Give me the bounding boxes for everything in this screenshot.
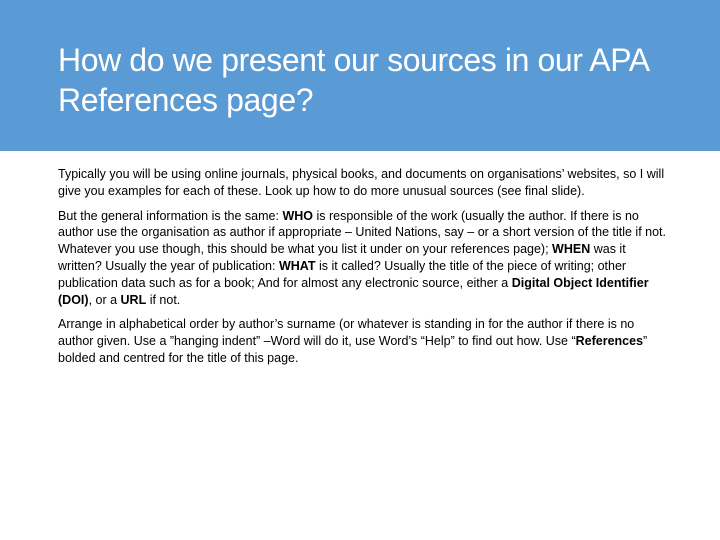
title-band xyxy=(0,0,720,151)
paragraph-arrangement xyxy=(58,316,670,366)
slide-title: How do we present our sources in our APA References page? xyxy=(58,42,648,118)
text-segment: But the general information is the same: xyxy=(58,208,283,223)
text-segment: , or a xyxy=(88,292,121,307)
text-segment: is it called? Usually the title of the piece of writing; other publication data such as for a book; And for almost any electronic source, either a xyxy=(58,258,627,290)
text-segment: Arrange in alphabetical order by author’s surname (or whatever is standing in for the author if there is no author given. Use a ”hanging indent” –Word will do it, use Word’s “Help” to find out how. Use “ xyxy=(58,317,635,349)
bold-doi: Digital Object Identifier (DOI) xyxy=(58,275,649,307)
paragraph-general-information xyxy=(58,208,670,309)
text-segment: is responsible of the work (usually the author. If there is no author use the organisation as author if appropriate – United Nations, say – or a short version of the title if not. Whatever you use though, this should be what you list it under on your references page); xyxy=(58,208,666,257)
paragraph-sources: Typically you will be using online journals, physical books, and documents on organisations’ websites, so I will give you examples for each of these. Look up how to do more unusual sources (see final slide). xyxy=(58,167,665,198)
text-segment: ” bolded and centred for the title of this page. xyxy=(58,334,648,365)
bold-when: WHEN xyxy=(552,242,591,257)
bold-who: WHO xyxy=(282,208,313,223)
slide-body xyxy=(58,166,670,375)
bold-url: URL xyxy=(120,292,147,307)
bold-what: WHAT xyxy=(278,258,316,273)
text-segment: if not. xyxy=(146,292,181,307)
text-segment: was it written? Usually the year of publication: xyxy=(58,242,626,273)
bold-references: References xyxy=(575,334,644,349)
